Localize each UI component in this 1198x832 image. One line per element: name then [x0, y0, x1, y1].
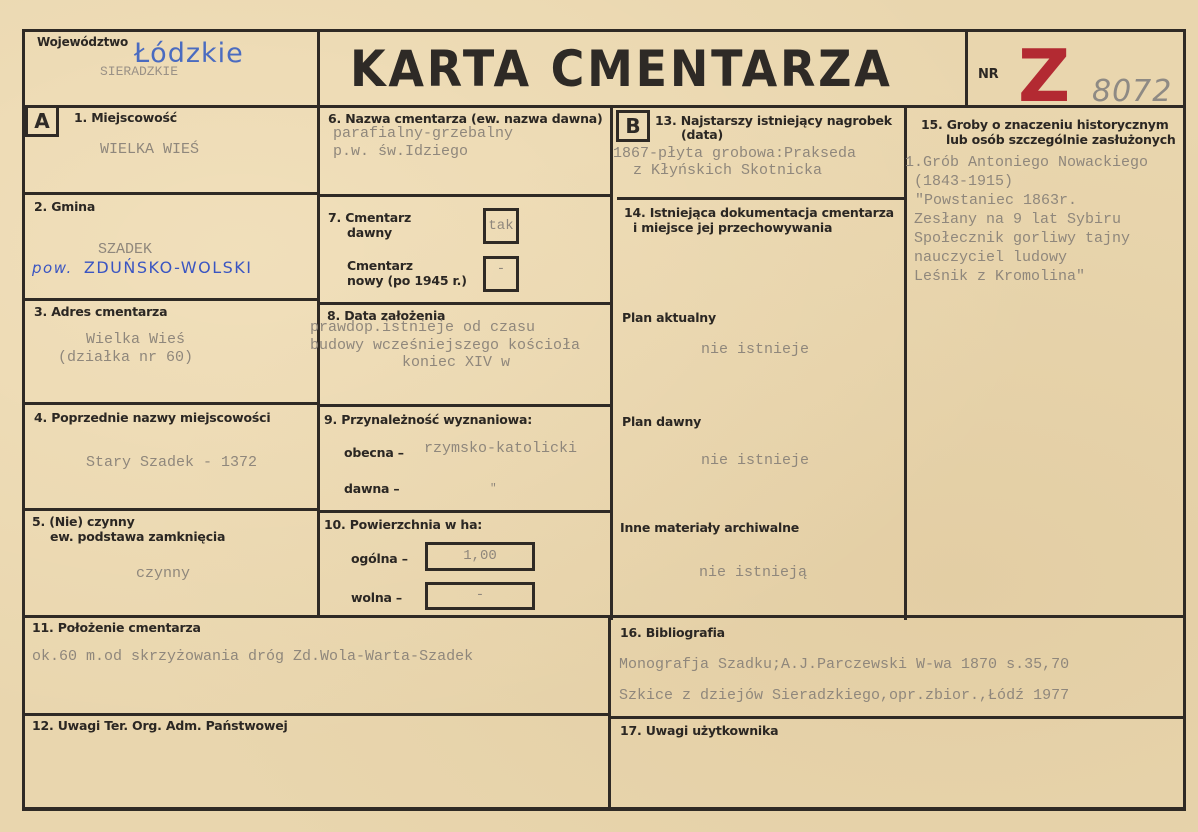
divider	[317, 105, 320, 615]
field-17-value[interactable]	[620, 745, 1180, 803]
field-8-value-line3: koniec XIV w	[402, 354, 511, 371]
plan-aktualny-label: Plan aktualny	[622, 310, 716, 325]
plan-aktualny-value: nie istnieje	[701, 341, 810, 358]
divider	[317, 510, 611, 513]
page-title: KARTA CMENTARZA	[350, 40, 893, 98]
field-13-label-line2: (data)	[681, 127, 724, 142]
field-7-nowy-box[interactable]: -	[483, 256, 519, 292]
divider	[22, 508, 318, 511]
field-11-label: 11. Położenie cmentarza	[32, 620, 201, 635]
field-4-label: 4. Poprzednie nazwy miejscowości	[34, 410, 271, 425]
field-15-label-line2: lub osób szczególnie zasłużonych	[946, 132, 1176, 147]
field-2-value: SZADEK	[98, 241, 153, 258]
nr-letter-stamp: Z	[1018, 34, 1071, 118]
field-8-value-line1: prawdop.istnieje od czasu	[310, 319, 536, 336]
field-15-label-line1: 15. Groby o znaczeniu historycznym	[921, 117, 1169, 132]
field-2-handwritten	[32, 258, 252, 277]
divider	[317, 302, 611, 305]
field-11-value: ok.60 m.od skrzyżowania dróg Zd.Wola-Warta-Szadek	[32, 648, 474, 665]
divider	[22, 615, 1186, 618]
section-b-badge: B	[616, 110, 650, 142]
field-8-label: 8. Data założenia	[327, 308, 446, 323]
divider	[22, 192, 318, 195]
field-10-wolna-box[interactable]: -	[425, 582, 535, 610]
field-5-value: czynny	[136, 565, 191, 582]
divider	[965, 29, 968, 107]
handwritten-powiat: ZDUŃSKO-WOLSKI	[83, 258, 253, 277]
bibliography-line-1: Monografja Szadku;A.J.Parczewski W-wa 1870 s.35,70	[619, 656, 1070, 673]
nr-label: NR	[978, 67, 999, 82]
section-a-badge: A	[25, 105, 59, 137]
bibliography-line-2: Szkice z dziejów Sieradzkiego,opr.zbior.,Łódź 1977	[619, 687, 1070, 704]
field-13-label-line1: 13. Najstarszy istniejący nagrobek	[655, 113, 892, 128]
frame-bottom	[22, 807, 1186, 811]
frame-top	[25, 29, 1185, 32]
plan-dawny-value: nie istnieje	[701, 452, 810, 469]
field-1-label: 1. Miejscowość	[74, 110, 177, 125]
field-14-label-line2: i miejsce jej przechowywania	[633, 220, 833, 235]
wojewodztwo-label: Województwo	[37, 35, 129, 49]
field-9-dawna-value: "	[490, 483, 497, 495]
divider	[317, 194, 611, 197]
field-10-label: 10. Powierzchnia w ha:	[324, 517, 483, 532]
field-10-ogolna-label: ogólna –	[351, 551, 408, 566]
field-15-list	[905, 153, 1148, 286]
field-6-label: 6. Nazwa cmentarza (ew. nazwa dawna)	[328, 111, 603, 126]
field-3-value-line2: (działka nr 60)	[58, 349, 194, 366]
inne-materialy-label: Inne materiały archiwalne	[620, 520, 800, 535]
list-item: Zesłany na 9 lat Sybiru	[905, 211, 1122, 228]
field-16-label: 16. Bibliografia	[620, 625, 725, 640]
list-item: (1843-1915)	[905, 173, 1014, 190]
divider	[22, 105, 1186, 108]
divider	[608, 615, 611, 809]
field-7-label-line2: dawny	[347, 225, 392, 240]
field-9-label: 9. Przynależność wyznaniowa:	[324, 412, 533, 427]
list-item: 1.Grób Antoniego Nowackiego	[905, 154, 1149, 171]
field-13-value-line2: z Kłyńskich Skotnicka	[633, 162, 823, 179]
field-12-value[interactable]	[32, 740, 602, 800]
field-17-label: 17. Uwagi użytkownika	[620, 723, 779, 738]
field-9-obecna-value: rzymsko-katolicki	[424, 440, 578, 457]
field-4-value: Stary Szadek - 1372	[86, 454, 258, 471]
field-10-wolna-label: wolna –	[351, 590, 402, 605]
field-2-label: 2. Gmina	[34, 199, 96, 214]
field-7-label-line1: 7. Cmentarz	[328, 210, 412, 225]
field-7-dawny-box[interactable]: tak	[483, 208, 519, 244]
field-5-label-line2: ew. podstawa zamknięcia	[50, 529, 226, 544]
divider	[617, 197, 905, 200]
divider	[22, 298, 318, 301]
divider	[608, 716, 1186, 719]
field-6-value-line2: p.w. św.Idziego	[333, 143, 469, 160]
list-item: Społecznik gorliwy tajny	[905, 230, 1131, 247]
wojewodztwo-stamp: Łódzkie	[134, 38, 244, 69]
wojewodztwo-typed: SIERADZKIE	[100, 64, 179, 79]
field-6-value-line1: parafialny-grzebalny	[333, 125, 514, 142]
field-12-label: 12. Uwagi Ter. Org. Adm. Państwowej	[32, 718, 288, 733]
field-14-label-line1: 14. Istniejąca dokumentacja cmentarza	[624, 205, 894, 220]
divider	[22, 402, 318, 405]
field-3-value-line1: Wielka Wieś	[86, 331, 186, 348]
field-9-dawna-label: dawna –	[344, 481, 400, 496]
frame-right	[1183, 29, 1186, 811]
field-7-nowy-line2: nowy (po 1945 r.)	[347, 273, 467, 288]
inne-materialy-value: nie istnieją	[699, 564, 808, 581]
plan-dawny-label: Plan dawny	[622, 414, 702, 429]
field-7-nowy-line1: Cmentarz	[347, 258, 413, 273]
divider	[317, 404, 611, 407]
divider	[22, 713, 610, 716]
nr-number: 8072	[1092, 74, 1173, 109]
list-item: nauczyciel ludowy	[905, 249, 1068, 266]
field-5-label-line1: 5. (Nie) czynny	[32, 514, 135, 529]
divider	[610, 105, 613, 620]
field-1-value: WIELKA WIEŚ	[100, 141, 200, 158]
list-item: "Powstaniec 1863r.	[915, 192, 1078, 209]
list-item: Leśnik z Kromolina"	[905, 268, 1086, 285]
handwritten-prefix: pow.	[32, 259, 73, 277]
divider	[317, 29, 320, 107]
field-13-value-line1: 1867-płyta grobowa:Prakseda	[613, 145, 857, 162]
frame-left	[22, 29, 25, 811]
field-9-obecna-label: obecna –	[344, 445, 404, 460]
field-10-ogolna-box[interactable]: 1,00	[425, 542, 535, 571]
field-3-label: 3. Adres cmentarza	[34, 304, 168, 319]
field-8-value-line2: budowy wcześniejszego kościoła	[310, 337, 581, 354]
